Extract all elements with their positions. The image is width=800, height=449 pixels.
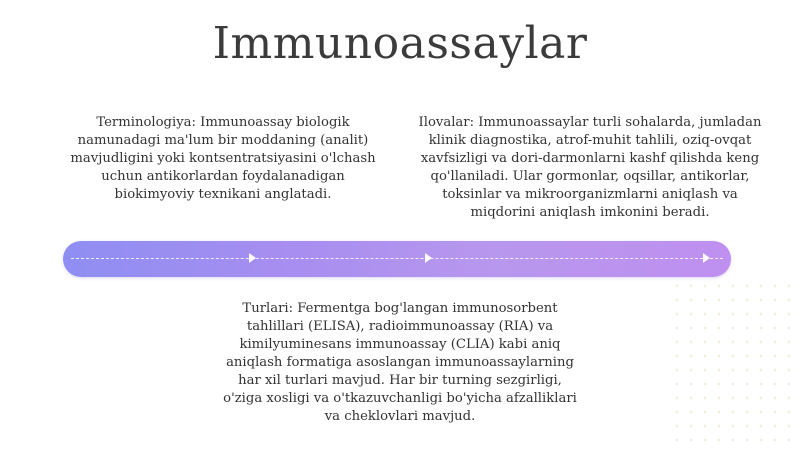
timeline-arrow-icon bbox=[703, 253, 710, 263]
timeline-arrow-icon bbox=[425, 253, 432, 263]
timeline-dashed-line bbox=[71, 258, 723, 259]
slide-title: Immunoassaylar bbox=[212, 18, 588, 69]
ilovalar-text: Ilovalar: Immunoassaylar turli sohalarda, jumladan klinik diagnostika, atrof-muhit tahlili, oziq-ovqat xavfsizligi va dori-darmonlarni kashf qilishda keng qo'llaniladi. Ular gormonlar, oqsillar, antikorlar, toksinlar va mikroorganizmlarni aniqlash va miqdorini aniqlash imkonini beradi. bbox=[418, 115, 762, 220]
timeline-bar bbox=[63, 241, 731, 277]
terminologiya-text: Terminologiya: Immunoassay biologik namunadagi ma'lum bir moddaning (analit) mavjudligini yoki kontsentratsiyasini o'lchash uchun antikorlardan foydalanadigan biokimyoviy texnikani anglatadi. bbox=[70, 115, 376, 202]
decorative-dot-pattern bbox=[670, 279, 800, 449]
turlari-text: Turlari: Fermentga bog'langan immunosorbent tahlillari (ELISA), radioimmunoassay (RIA) va kimilyuminesans immunoassay (CLIA) kabi aniq aniqlash formatiga asoslangan immunoassaylarning har xil turlari mavjud. Har bir turning sezgirligi, o'ziga xosligi va o'tkazuvchanligi bo'yicha afzalliklari va cheklovlari mavjud. bbox=[223, 301, 577, 424]
timeline-arrow-icon bbox=[249, 253, 256, 263]
